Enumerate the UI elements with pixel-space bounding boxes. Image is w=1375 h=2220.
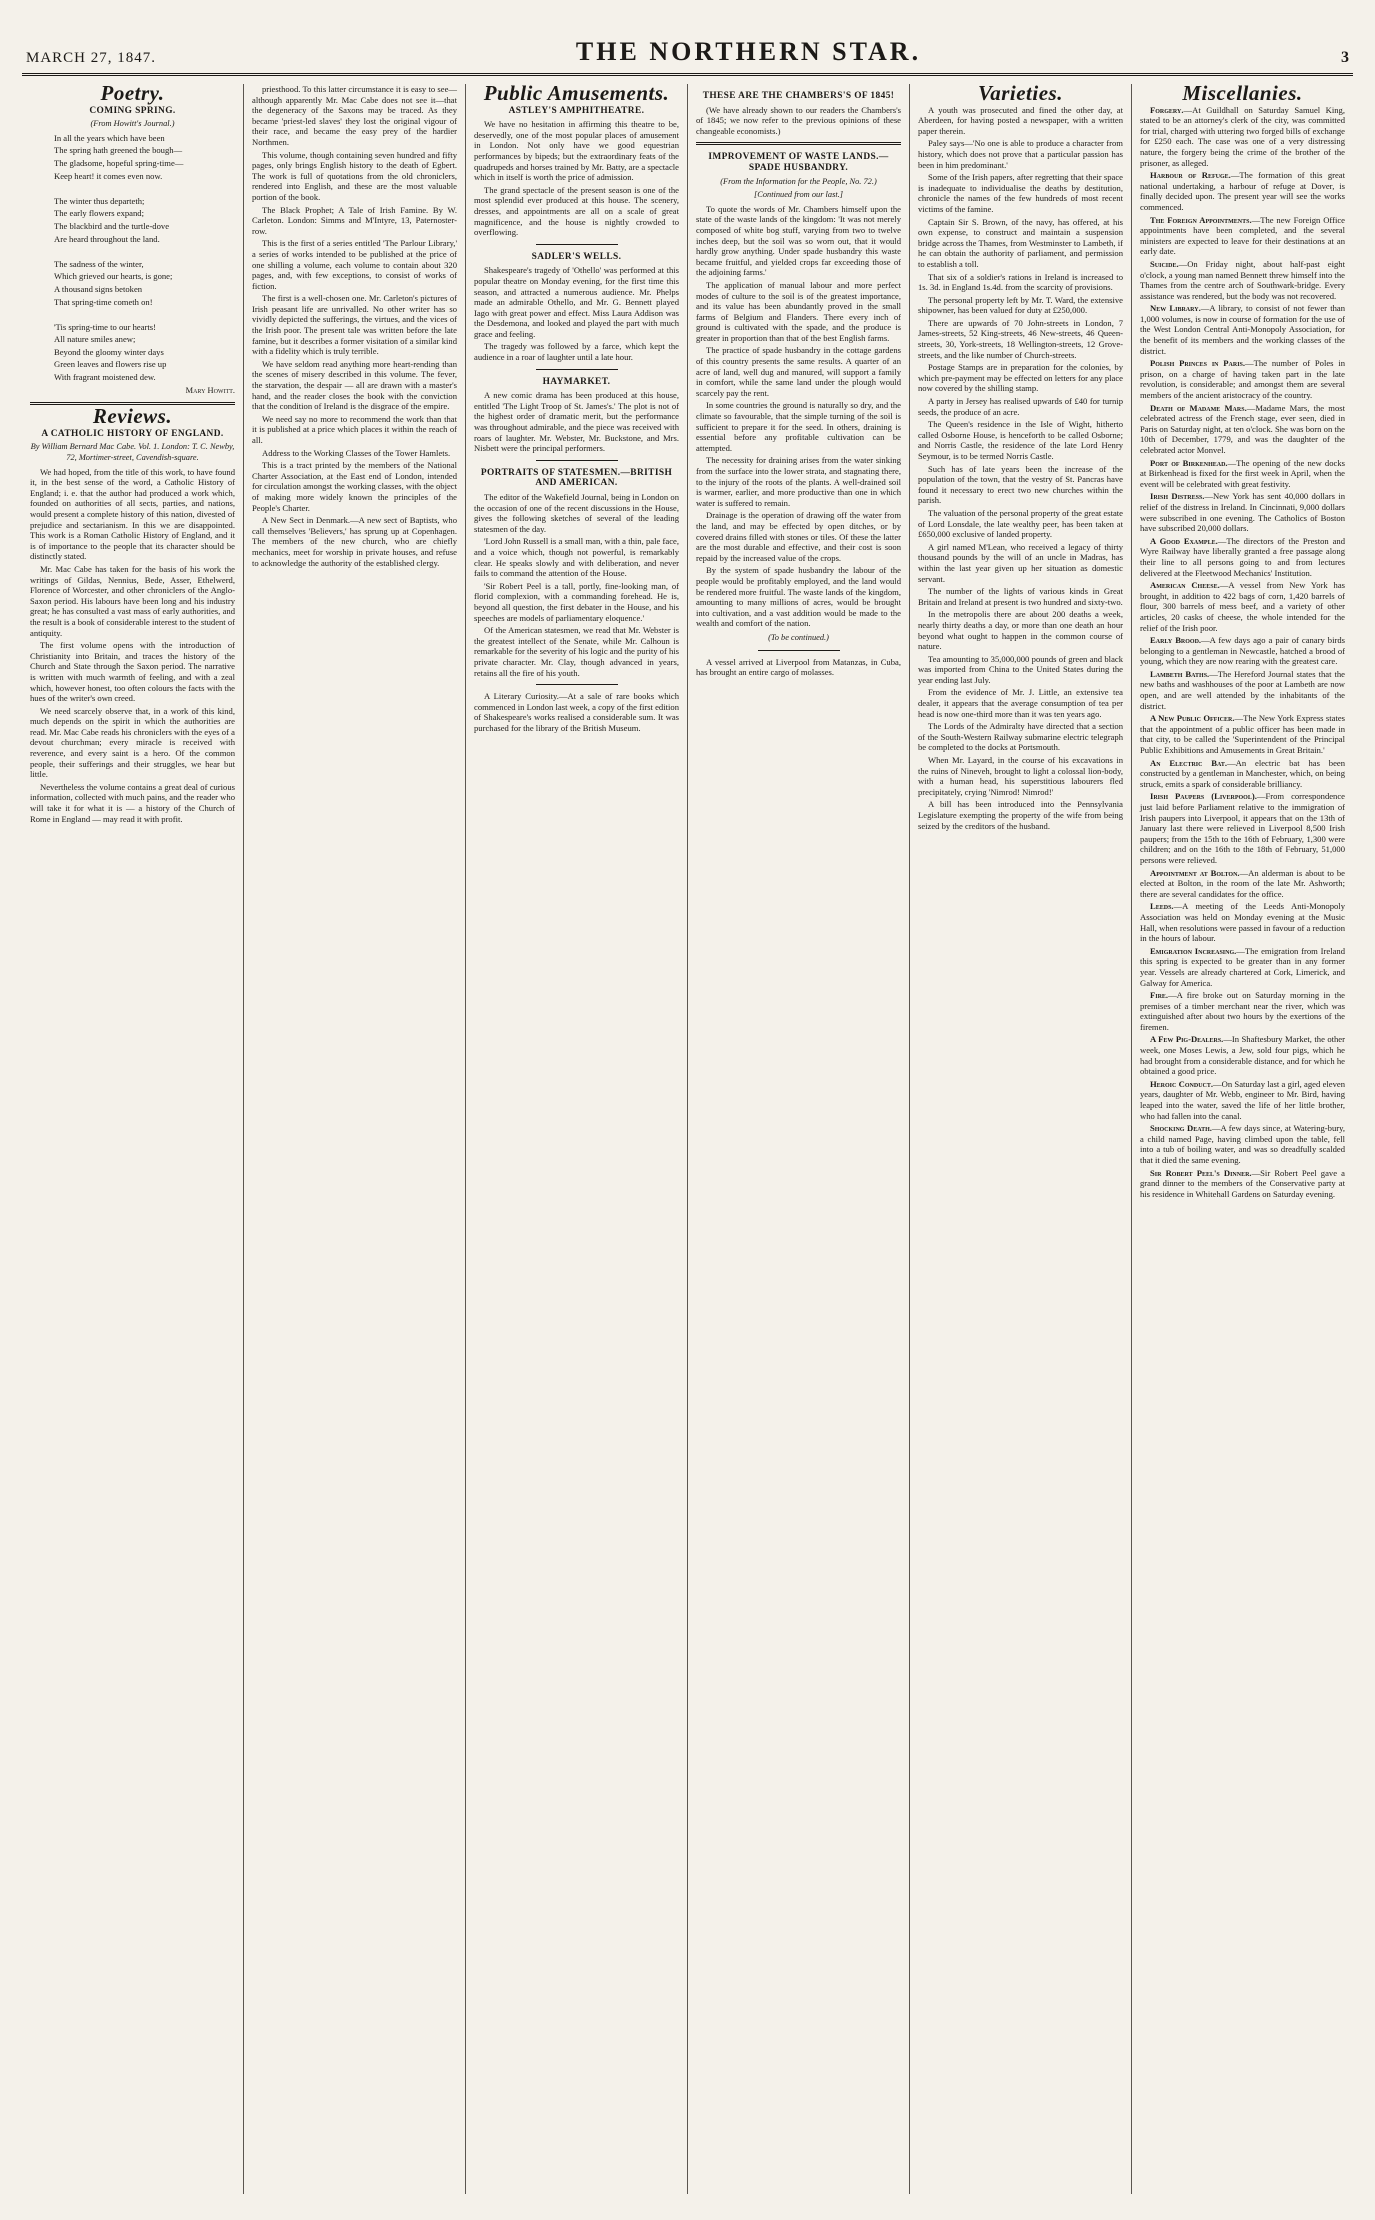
variety-item: Postage Stamps are in preparation for the colonies, by which pre-payment may be effected on letters for any place now covered by the shilling stamp. (918, 362, 1123, 394)
miscellany-lead: Forgery. (1150, 104, 1184, 115)
miscellany-lead: Emigration Increasing. (1150, 945, 1237, 956)
miscellany-lead: American Cheese. (1150, 580, 1220, 591)
column-paragraph: priesthood. To this latter circumstance it is easy to see—although apparently Mr. Mac Cabe does not see it—that the degeneracy of the Saxons may be traced. As they became 'priest-led slaves' they lost the original vigour of their race, and became the easy prey of the hardier Northmen. (252, 84, 457, 147)
miscellanies-list (1140, 105, 1345, 1200)
miscellany-item: Lambeth Baths.—The Hereford Journal states that the new baths and washhouses of the poor at Lambeth are now open, and are well attended by the inhabitants of the district. (1140, 668, 1345, 711)
column-3 (466, 84, 688, 2194)
miscellany-lead: A Good Example. (1150, 535, 1218, 546)
miscellany-item: Suicide.—On Friday night, about half-past eight o'clock, a young man named Bennett threw himself into the Thames from the centre arch of Southwark-bridge. Every assistance was rendered, but the body was not recovered. (1140, 258, 1345, 301)
miscellany-text: A few days ago a pair of canary birds belonging to a gentleman in Newcastle, hatched a brood of young, which they are now rearing with the greatest care. (1140, 635, 1345, 667)
poem-line: That spring-time cometh on! (54, 296, 153, 307)
column-4 (688, 84, 910, 2194)
poem-line: Green leaves and flowers rise up (54, 359, 167, 370)
article-heading-sadlers: SADLER'S WELLS. (531, 251, 622, 262)
miscellany-text: The number of Poles in prison, on a charge of having taken part in the late revolution, is considerable; and amongst them are several members of the ancient aristocracy of the country. (1140, 358, 1345, 401)
column-paragraph: This is a tract printed by the members of the National Charter Association, at the East end of London, intended for circulation amongst the working classes, with the object of making more widely known the principles of the People's Charter. (252, 460, 458, 513)
miscellany-lead: Harbour of Refuge. (1150, 170, 1231, 181)
variety-item: A youth was prosecuted and fined the other day, at Aberdeen, for having posted a newspaper, with a written paper therein. (918, 104, 1123, 136)
review-paragraph: We had hoped, from the title of this work, to have found it, in the best sense of the word, a Catholic History of England; i. e. that the author had produced a work which, founded on authorities of all sects, parties, and nations, would present a complete history of this nation, divested of prejudice and sectarianism. In this we are disappointed. This work is a Roman Catholic History of England, and it is of importance to the people that its character should be distinctly stated. (30, 466, 235, 562)
poem-line: Which grieved our hearts, is gone; (54, 271, 173, 282)
miscellany-text: At Guildhall on Saturday Samuel King, stated to be an attorney's clerk of the city, was committed for trial, charged with uttering two forged bills of exchange for £250 each. The case was one of a very distressing nature, the forgery being the crime of the brother of the prisoner, as alleged. (1140, 104, 1345, 168)
article-paragraph: Of the American statesmen, we read that Mr. Webster is the greatest intellect of the Senate, while Mr. Calhoun is remarkable for the severity of his logic and the purity of his private character. Mr. Clay, though advanced in years, retains all the fire of his youth. (474, 625, 679, 678)
miscellany-text: A few days since, at Watering-bury, a child named Page, having climbed upon the table, fell into a tub of boiling water, and was so dreadfully scalded that it died the same evening. (1140, 1123, 1345, 1165)
poem-line: Beyond the gloomy winter days (54, 346, 164, 357)
miscellany-item: A New Public Officer.—The New York Express states that the appointment of a public officer has been made in that city, to be called the 'Superintendent of the Principal Public Exhibitions and Amusements in Great Britain.' (1140, 713, 1346, 756)
variety-item: Some of the Irish papers, after regretting that their space is inadequate to individualise the deaths by destitution, chronicle the names of the few hundreds of most recent victims of the famine. (918, 172, 1123, 214)
poem-line (44, 309, 235, 320)
section-reviews-heading: Reviews. (92, 404, 173, 429)
poem-line: 'Tis spring-time to our hearts! (54, 321, 156, 332)
article-heading-chambers: THESE ARE THE CHAMBERS'S OF 1845! (702, 91, 895, 101)
miscellany-text: The New York Express states that the appointment of a public officer has been made in that city, to be called the 'Superintendent of the Principal Public Exhibitions and Amusements in Great Britain.' (1140, 713, 1346, 756)
column-paragraph: The first is a well-chosen one. Mr. Carleton's pictures of Irish peasant life are unrivalled. No other writer has so vividly depicted the sufferings, the virtues, and the vices of the Irish poor. The present tale was written before the late famine, but it describes a former visitation of a similar kind with a fidelity which is truly terrible. (252, 293, 457, 357)
columns (22, 84, 1353, 2194)
varieties-list (918, 105, 1123, 832)
review-subtitle: By William Bernard Mac Cabe. Vol. 1. London: T. C. Newby, 72, Mortimer-street, Cavendish-square. (30, 442, 235, 463)
to-be-continued: (To be continued.) (768, 632, 829, 642)
article-paragraph: 'Sir Robert Peel is a tall, portly, fine-looking man, of florid complexion, with a commanding forehead. He is, beyond all question, the first debater in the House, and his speeches are models of parliamentary eloquence.' (474, 580, 679, 623)
column-paragraph: The Black Prophet; A Tale of Irish Famine. By W. Carleton. London: Simms and M'Intyre, 13, Paternoster-row. (252, 204, 457, 236)
poem-line: The spring hath greened the bough— (54, 145, 183, 156)
review-paragraph: We need scarcely observe that, in a work of this kind, much depends on the spirit in which the authorities are read. Mr. Mac Cabe reads his chroniclers with the eyes of a devout churchman; every miracle is received with reverence, and every saint is a hero. Of the common people, their sufferings and their struggles, we hear but little. (30, 705, 235, 780)
page-number: 3 (1340, 49, 1349, 66)
miscellany-lead: Fire. (1150, 990, 1169, 1001)
article-paragraph: The application of manual labour and more perfect modes of culture to the soil is of the greatest importance, and its value has been abundantly proved in the small farms of Belgium and Flanders. There every inch of ground is cultivated with the spade, and the produce is greater in proportion than that of the best English farms. (696, 279, 901, 343)
miscellany-text: The formation of this great national undertaking, a harbour of refuge at Dover, is finally decided upon. The present year will see the works commenced. (1140, 170, 1345, 212)
miscellany-lead: Death of Madame Mars. (1150, 402, 1247, 413)
article-paragraph: In some countries the ground is naturally so dry, and the climate so favourable, that the simple turning of the soil is sufficient to prepare it for the seed. In others, draining is essential before any profitable cultivation can be attempted. (696, 400, 901, 453)
article-paragraph: A new comic drama has been produced at this house, entitled 'The Light Troop of St. James's.' The plot is not of the highest order of dramatic merit, but the performance was throughout admirable, and the piece was received with roars of laughter. Mr. Webster, Mr. Buckstone, and Mrs. Nisbett were the principal performers. (474, 390, 679, 454)
article-paragraph: The necessity for draining arises from the water sinking from the surface into the lower strata, and stagnating there, to the injury of the roots of the plants. A well-drained soil is warmer, earlier, and more productive than one in which water is suffered to remain. (696, 455, 901, 508)
miscellany-text: An alderman is about to be elected at Bolton, in the room of the late Mr. Ashworth; there are several candidates for the office. (1140, 867, 1345, 899)
miscellany-item: Leeds.—A meeting of the Leeds Anti-Monopoly Association was held on Monday evening at the Music Hall, when resolutions were passed in favour of a reduction in the hours of labour. (1140, 901, 1345, 944)
miscellany-lead: Heroic Conduct. (1150, 1078, 1214, 1089)
article-paragraph: The tragedy was followed by a farce, which kept the audience in a roar of laughter until a late hour. (474, 341, 679, 363)
miscellany-lead: Leeds. (1150, 901, 1174, 912)
article-heading-haymarket: HAYMARKET. (542, 376, 611, 387)
article-divider (536, 244, 618, 245)
column-1 (22, 84, 244, 2194)
miscellany-item: Forgery.—At Guildhall on Saturday Samuel King, stated to be an attorney's clerk of the city, was committed for trial, charged with uttering two forged bills of exchange for £250 each. The case was one of a very distressing nature, the forgery being the crime of the brother of the prisoner, as alleged. (1140, 104, 1345, 168)
variety-item: Such has of late years been the increase of the population of the town, that the vestry of St. Pancras have found it necessary to erect two new churches within the parish. (918, 463, 1123, 506)
miscellany-text: A fire broke out on Saturday morning in the premises of a timber merchant near the river, which was extinguished after about two hours by the exertions of the firemen. (1140, 990, 1345, 1032)
poem-line: A thousand signs betoken (54, 283, 143, 294)
miscellany-text: New York has sent 40,000 dollars in relief of the distress in Ireland. In Cincinnati, 9,000 dollars were subscribed in one evening. The Catholics of Boston have subscribed 20,000 dollars. (1140, 491, 1346, 534)
variety-item: There are upwards of 70 John-streets in London, 7 James-streets, 52 King-streets, 46 New-streets, 46 Queen-streets, 30, York-streets, 18 Wellington-streets, 12 Grove-streets, and the like number of Church-streets. (918, 317, 1123, 360)
section-amusements-heading: Public Amusements. (483, 84, 670, 105)
poem-line: Keep heart! it comes even now. (54, 170, 163, 181)
article-paragraph: By the system of spade husbandry the labour of the people would be profitably employed, and the land would be rendered more fruitful. The waste lands of the kingdom, amounting to many millions of acres, would be brought into cultivation, and a vast addition would be made to the wealth and comfort of the nation. (696, 565, 901, 629)
miscellany-item: Sir Robert Peel's Dinner.—Sir Robert Peel gave a grand dinner to the members of the Conservative party at his residence in Whitehall Gardens on Saturday evening. (1140, 1167, 1345, 1199)
miscellany-lead: Polish Princes in Paris. (1150, 358, 1246, 369)
miscellany-lead: Appointment at Bolton. (1150, 867, 1240, 878)
article-body-sadlers (474, 265, 679, 362)
article-divider (536, 684, 618, 685)
miscellany-lead: Port of Birkenhead. (1150, 457, 1228, 468)
newspaper-title: THE NORTHERN STAR. (575, 37, 922, 66)
miscellany-text: A library, to consist of not fewer than 1,000 volumes, is now in course of formation for the use of the West London Central Anti-Monopoly Association, for the benefit of its members and the working classes of the district. (1140, 303, 1345, 356)
variety-item: In the metropolis there are about 200 deaths a week, nearly thirty deaths a day, or more than one death an hour beyond what ought to happen in the common course of nature. (918, 609, 1123, 652)
poem-line: The gladsome, hopeful spring-time— (54, 157, 184, 168)
article-paragraph: 'Lord John Russell is a small man, with a thin, pale face, and a voice which, though not powerful, is remarkably clear. He speaks slowly and with deliberation, and never fails to command the attention of the House. (474, 536, 679, 579)
poem-line (44, 183, 235, 194)
miscellany-lead: Irish Distress. (1150, 491, 1205, 502)
article-heading-waste-lands: IMPROVEMENT OF WASTE LANDS.—SPADE HUSBANDRY. (708, 152, 889, 173)
article-paragraph: The editor of the Wakefield Journal, being in London on the occasion of one of the recent discussions in the House, gives the following sketches of several of the leading statesmen of the day. (474, 492, 679, 534)
review-paragraph: Nevertheless the volume contains a great deal of curious information, collected with much pains, and the reader who will take it for what it is — a history of the Church of Rome in England — may read it with profit. (30, 781, 235, 824)
variety-item: From the evidence of Mr. J. Little, an extensive tea dealer, it appears that the average consumption of tea per head is now one-third more than it was ten years ago. (918, 687, 1123, 719)
miscellany-item: An Electric Bat.—An electric bat has been constructed by a gentleman in Manchester, which, on being struck, emits a spark of considerable brilliancy. (1140, 757, 1345, 789)
miscellany-text: Sir Robert Peel gave a grand dinner to the members of the Conservative party at his residence in Whitehall Gardens on Saturday evening. (1140, 1167, 1345, 1199)
poem-line: The early flowers expand; (54, 208, 144, 219)
miscellany-lead: A Few Pig-Dealers. (1150, 1034, 1224, 1045)
variety-item: A party in Jersey has realised upwards of £40 for turnip seeds, the produce of an acre. (918, 396, 1123, 417)
poem-line: The winter thus departeth; (54, 195, 145, 206)
miscellany-item: The Foreign Appointments.—The new Foreign Office appointments have been completed, and the several ministers are expected to leave for their destinations at an early date. (1140, 214, 1345, 257)
column-6 (1132, 84, 1353, 2194)
article-body-waste-lands (696, 204, 901, 629)
column-paragraph: We have seldom read anything more heart-rending than the scenes of misery described in this volume. The fever, the starvation, the despair — all are drawn with a master's hand, and the reader closes the book with the conviction that the condition of Ireland is the disgrace of the empire. (252, 358, 457, 412)
poem-author: Mary Howitt. (185, 385, 235, 395)
miscellany-text: The emigration from Ireland this spring is expected to be greater than in any former year. Vessels are already chartered at Cork, Limerick, and Galway for America. (1140, 945, 1346, 988)
miscellany-lead: Shocking Death. (1150, 1123, 1212, 1134)
poem-title: COMING SPRING. (89, 105, 176, 116)
miscellany-item: American Cheese.—A vessel from New York has brought, in addition to 422 bags of corn, 1,420 barrels of flour, 300 barrels of mess beef, and a variety of other articles, 20 casks of cheese, the whole intended for the relief of the Irish poor. (1140, 580, 1345, 633)
poem-line: The sadness of the winter, (54, 258, 144, 269)
column-paragraph: We need say no more to recommend the work than that it is published at a price which places it within the reach of all. (252, 413, 457, 445)
miscellany-text: The directors of the Preston and Wyre Railway have liberally granted a free passage along their line to all persons going to and from lectures delivered at the Fleetwood Mechanics' Institution. (1140, 535, 1346, 578)
article-divider (536, 369, 618, 370)
miscellany-item: Port of Birkenhead.—The opening of the new docks at Birkenhead is fixed for the first week in April, when the event will be celebrated with great festivity. (1140, 457, 1345, 489)
section-poetry-heading: Poetry. (100, 84, 165, 105)
variety-item: The personal property left by Mr. T. Ward, the extensive shipowner, has been valued for duty at £250,000. (918, 294, 1123, 316)
masthead (22, 28, 1353, 76)
miscellany-text: On Saturday last a girl, aged eleven years, daughter of Mr. Webb, engineer to Mr. Bird, having leaped into the water, saved the life of her little brother, who had fallen into the canal. (1140, 1078, 1346, 1121)
article-body-portraits (474, 492, 679, 678)
miscellany-text: The Hereford Journal states that the new baths and washhouses of the poor at Lambeth are now open, and are well attended by the inhabitants of the district. (1140, 668, 1345, 711)
column-paragraph: A New Sect in Denmark.—A new sect of Baptists, who call themselves 'Believers,' has sprung up at Copenhagen. The members of the new church, who are chiefly mechanics, meet for worship in private houses, and refuse to acknowledge the authority of the established clergy. (252, 515, 457, 568)
miscellany-item: A Few Pig-Dealers.—In Shaftesbury Market, the other week, one Moses Lewis, a Jew, sold four pigs, which he had brought from a considerable distance, and for which he obtained a good price. (1140, 1034, 1345, 1077)
miscellany-item: Polish Princes in Paris.—The number of Poles in prison, on a charge of having taken part in the late revolution, is considerable; and amongst them are several members of the ancient aristocracy of the country. (1140, 358, 1345, 401)
variety-item: A bill has been introduced into the Pennsylvania Legislature exempting the property of the wife from being seized by the creditors of the husband. (918, 799, 1123, 831)
column-2 (244, 84, 466, 2194)
variety-item: The Lords of the Admiralty have directed that a section of the South-Western Railway submarine electric telegraph be completed to the docks at Portsmouth. (918, 721, 1123, 753)
miscellany-text: A meeting of the Leeds Anti-Monopoly Association was held on Monday evening at the Music Hall, when resolutions were passed in favour of a reduction in the hours of labour. (1140, 901, 1345, 944)
variety-item: When Mr. Layard, in the course of his excavations in the ruins of Nineveh, brought to light a colossal lion-body, with a human head, his superstitious labourers fled precipitately, crying 'Nimrod! Nimrod!' (918, 755, 1123, 797)
article-paragraph: The practice of spade husbandry in the cottage gardens of this country presents the same results. A quarter of an acre of land, well dug and manured, will support a family in comfort, while the same land under the plough would scarcely pay the rent. (696, 345, 901, 398)
miscellany-item: Death of Madame Mars.—Madame Mars, the most celebrated actress of the French stage, ever seen, died in Paris on Saturday night, at ten o'clock. She was born on the 10th of December, 1779, and was the daughter of the celebrated actor Monvel. (1140, 402, 1345, 455)
column-paragraph: This volume, though containing seven hundred and fifty pages, only brings English history to the death of Egbert. The work is full of quotations from the old chroniclers, rendered into English, and these are the most valuable portion of the book. (252, 149, 457, 202)
poem-line: All nature smiles anew; (54, 334, 136, 345)
column-paragraph: Address to the Working Classes of the Tower Hamlets. (262, 447, 451, 458)
poem-line (44, 246, 235, 257)
miscellany-lead: Irish Paupers (Liverpool). (1150, 791, 1257, 802)
review-paragraph: Mr. Mac Cabe has taken for the basis of his work the writings of Gildas, Nennius, Bede, Asser, Ethelwerd, Florence of Worcester, and other chroniclers of the Anglo-Saxon period. His labours have been long and his industry great; he has consulted a vast mass of early authorities, and the result is a book of considerable interest to the student of antiquity. (30, 563, 236, 638)
miscellany-item: Fire.—A fire broke out on Saturday morning in the premises of a timber merchant near the river, which was extinguished after about two hours by the exertions of the firemen. (1140, 990, 1345, 1032)
miscellany-item: Emigration Increasing.—The emigration from Ireland this spring is expected to be greater than in any former year. Vessels are already chartered at Cork, Limerick, and Galway for America. (1140, 945, 1346, 988)
miscellany-lead: A New Public Officer. (1150, 713, 1235, 724)
article-paragraph: We have no hesitation in affirming this theatre to be, deservedly, one of the most popular places of amusement in London. Not only have we good equestrian performances by bipeds; but the extraordinary feats of the quadrupeds and horses trained by Mr. Batty, are a spectacle which in itself is worth the price of admission. (474, 119, 679, 183)
article-continued-note: [Continued from our last.] (753, 190, 844, 200)
miscellany-item: Appointment at Bolton.—An alderman is about to be elected at Bolton, in the room of the late Mr. Ashworth; there are several candidates for the office. (1140, 867, 1345, 899)
miscellany-item: Heroic Conduct.—On Saturday last a girl, aged eleven years, daughter of Mr. Webb, engineer to Mr. Bird, having leaped into the water, saved the life of her little brother, who had fallen into the canal. (1140, 1078, 1346, 1121)
miscellany-text: From correspondence just laid before Parliament relative to the immigration of Irish paupers into Liverpool, it appears that on the 13th of January last there were relieved in Liverpool 8,500 Irish paupers; from the 15th to the 16th of February, 1,300 were children; and on the 16th to the 18th of February, 51,000 persons were relieved. (1140, 791, 1345, 865)
miscellany-item: Shocking Death.—A few days since, at Watering-bury, a child named Page, having climbed upon the table, fell into a tub of boiling water, and was so dreadfully scalded that it died the same evening. (1140, 1123, 1345, 1165)
literary-curiosity-item: A Literary Curiosity.—At a sale of rare books which commenced in London last week, a copy of the first edition of Shakespeare's works realised a considerable sum. It was purchased for the library of the British Museum. (474, 691, 679, 733)
variety-item: The valuation of the personal property of the great estate of Lord Lonsdale, the late wealthy peer, has been taken at £650,000 exclusive of landed property. (918, 507, 1123, 540)
article-body-haymarket (474, 390, 679, 454)
chambers-intro: (We have already shown to our readers the Chambers's of 1845; we now refer to the previous opinions of these changeable economists.) (696, 104, 901, 136)
poem-body (30, 133, 235, 383)
variety-item: Paley says—'No one is able to produce a character from history, which does not prove that a particular passion has been in him predominant.' (918, 138, 1123, 170)
miscellany-text: A vessel from New York has brought, in addition to 422 bags of corn, 1,420 barrels of flour, 300 barrels of mess beef, and a variety of other articles, 20 casks of cheese, the whole intended for the relief of the Irish poor. (1140, 580, 1345, 633)
variety-item: The Queen's residence in the Isle of Wight, hitherto called Osborne House, is henceforth to be called Osborne; and Norris Castle, the residence of the late Lord Henry Seymour, is to be termed Norris Castle. (918, 419, 1123, 461)
variety-item: Captain Sir S. Brown, of the navy, has offered, at his own expense, to construct and maintain a suspension bridge across the Thames, from Westminster to Lambeth, if he can obtain the authority of parliament, and permission to establish a toll. (918, 216, 1123, 269)
miscellany-item: Irish Paupers (Liverpool).—From correspondence just laid before Parliament relative to the immigration of Irish paupers into Liverpool, it appears that on the 13th of January last there were relieved in Liverpool 8,500 Irish paupers; from the 15th to the 16th of February, 1,300 were children; and on the 16th to the 18th of February, 51,000 persons were relieved. (1140, 791, 1345, 865)
variety-item: Tea amounting to 35,000,000 pounds of green and black was imported from China to the United States during the year ending last July. (918, 653, 1123, 685)
poem-line: With fragrant moistened dew. (54, 372, 156, 383)
article-source: (From the Information for the People, No. 72.) (720, 176, 877, 186)
poem-line: In all the years which have been (54, 132, 165, 143)
miscellany-lead: Sir Robert Peel's Dinner. (1150, 1167, 1252, 1178)
article-body-astley (474, 119, 679, 238)
article-paragraph: Drainage is the operation of drawing off the water from the land, and may be effected by open ditches, or by covered drains filled with stones or tiles. Of these the latter are the most durable and effective, and their cost is soon repaid by the increased value of the crops. (696, 510, 901, 563)
miscellany-item: A Good Example.—The directors of the Preston and Wyre Railway have liberally granted a free passage along their line to all persons going to and from lectures delivered at the Fleetwood Mechanics' Institution. (1140, 535, 1346, 578)
miscellany-text: In Shaftesbury Market, the other week, one Moses Lewis, a Jew, sold four pigs, which he had brought from a considerable distance, and for which he obtained a good price. (1140, 1034, 1345, 1077)
article-paragraph: To quote the words of Mr. Chambers himself upon the state of the waste lands of the kingdom: 'It was not merely composed of white bog stuff, varying from two to twelve inches deep, but the soil was so worn out, that it would hardly grow anything. Under spade husbandry this waste became fruitful, and yielded crops far exceeding those of the adjoining farms.' (696, 203, 901, 278)
article-paragraph: Shakespeare's tragedy of 'Othello' was performed at this popular theatre on Monday evening, for the first time this season, and attracted a numerous audience. Mr. Phelps made an admirable Othello, and Mr. G. Bennett played Iago with great power and effect. Miss Laura Addison was the Desdemona, and looked and played the part with much grace and feeling. (474, 265, 679, 339)
miscellany-text: The new Foreign Office appointments have been completed, and the several ministers are expected to leave for their destinations at an early date. (1140, 214, 1345, 257)
variety-item: That six of a soldier's rations in Ireland is increased to 1s. 3d. in England 1s.4d. from the scarcity of provisions. (918, 271, 1123, 293)
miscellany-text: An electric bat has been constructed by a gentleman in Manchester, which, on being struck, emits a spark of considerable brilliancy. (1140, 757, 1345, 789)
poem-line: The blackbird and the turtle-dove (54, 220, 170, 231)
article-heading-astley: ASTLEY'S AMPHITHEATRE. (508, 105, 645, 116)
review-title: A CATHOLIC HISTORY OF ENGLAND. (41, 428, 224, 439)
miscellany-text: Madame Mars, the most celebrated actress of the French stage, ever seen, died in Paris on Saturday night, at ten o'clock. She was born on the 10th of December, 1779, and was the daughter of the celebrated actor Monvel. (1140, 402, 1345, 455)
miscellany-item: Early Brood.—A few days ago a pair of canary birds belonging to a gentleman in Newcastle, hatched a brood of young, which they are now rearing with the greatest care. (1140, 635, 1345, 667)
article-heading-portraits: PORTRAITS OF STATESMEN.—BRITISH AND AMERICAN. (480, 467, 673, 489)
miscellany-lead: An Electric Bat. (1150, 757, 1228, 768)
review-paragraph: The first volume opens with the introduction of Christianity into Britain, and traces the history of the Church and State through the Saxon period. The narrative is written with much warmth of feeling, and with a zeal which, however honest, too often colours the facts with the hues of the writer's own creed. (30, 640, 235, 704)
column-2-body (252, 84, 457, 568)
miscellany-lead: Early Brood. (1150, 635, 1202, 646)
article-divider (758, 650, 840, 651)
section-divider (696, 142, 901, 145)
column-paragraph: This is the first of a series entitled 'The Parlour Library,' a series of works intended to be published at the price of one shilling a volume, each volume to contain about 320 pages, and, with few exceptions, to consist of works of fiction. (252, 238, 457, 291)
issue-date: MARCH 27, 1847. (26, 50, 157, 66)
miscellany-text: On Friday night, about half-past eight o'clock, a young man named Bennett threw himself into the Thames from the centre arch of Southwark-bridge. Every assistance was rendered, but the body was not recovered. (1140, 258, 1345, 301)
bottom-note: A vessel arrived at Liverpool from Matanzas, in Cuba, has brought an entire cargo of molasses. (696, 656, 901, 678)
miscellany-item: Irish Distress.—New York has sent 40,000 dollars in relief of the distress in Ireland. In Cincinnati, 9,000 dollars were subscribed in one evening. The Catholics of Boston have subscribed 20,000 dollars. (1140, 491, 1346, 534)
miscellany-lead: New Library. (1150, 303, 1201, 314)
article-divider (536, 460, 618, 461)
miscellany-item: New Library.—A library, to consist of not fewer than 1,000 volumes, is now in course of formation for the use of the West London Central Anti-Monopoly Association, for the benefit of its members and the working classes of the district. (1140, 303, 1345, 356)
section-varieties-heading: Varieties. (978, 84, 1063, 105)
miscellany-lead: Suicide. (1150, 258, 1179, 269)
miscellany-lead: The Foreign Appointments. (1150, 214, 1252, 225)
miscellany-lead: Lambeth Baths. (1150, 668, 1210, 679)
section-miscellanies-heading: Miscellanies. (1182, 84, 1303, 105)
column-5 (910, 84, 1132, 2194)
article-paragraph: The grand spectacle of the present season is one of the most splendid ever produced at this house. The scenery, dresses, and appointments are all on a scale of great magnificence, and the house is nightly crowded to overflowing. (474, 184, 679, 238)
miscellany-item: Harbour of Refuge.—The formation of this great national undertaking, a harbour of refuge at Dover, is finally decided upon. The present year will see the works commenced. (1140, 170, 1345, 212)
variety-item: The number of the lights of various kinds in Great Britain and Ireland at present is two hundred and sixty-two. (918, 586, 1123, 607)
miscellany-text: The opening of the new docks at Birkenhead is fixed for the first week in April, when the event will be celebrated with great festivity. (1140, 457, 1345, 489)
poem-line: Are heard throughout the land. (54, 233, 160, 244)
review-body (30, 467, 235, 825)
variety-item: A girl named M'Lean, who received a legacy of thirty thousand pounds by the will of an uncle in Madras, has within the last year given up her situation as domestic servant. (918, 541, 1123, 584)
poem-source: (From Howitt's Journal.) (90, 119, 175, 129)
